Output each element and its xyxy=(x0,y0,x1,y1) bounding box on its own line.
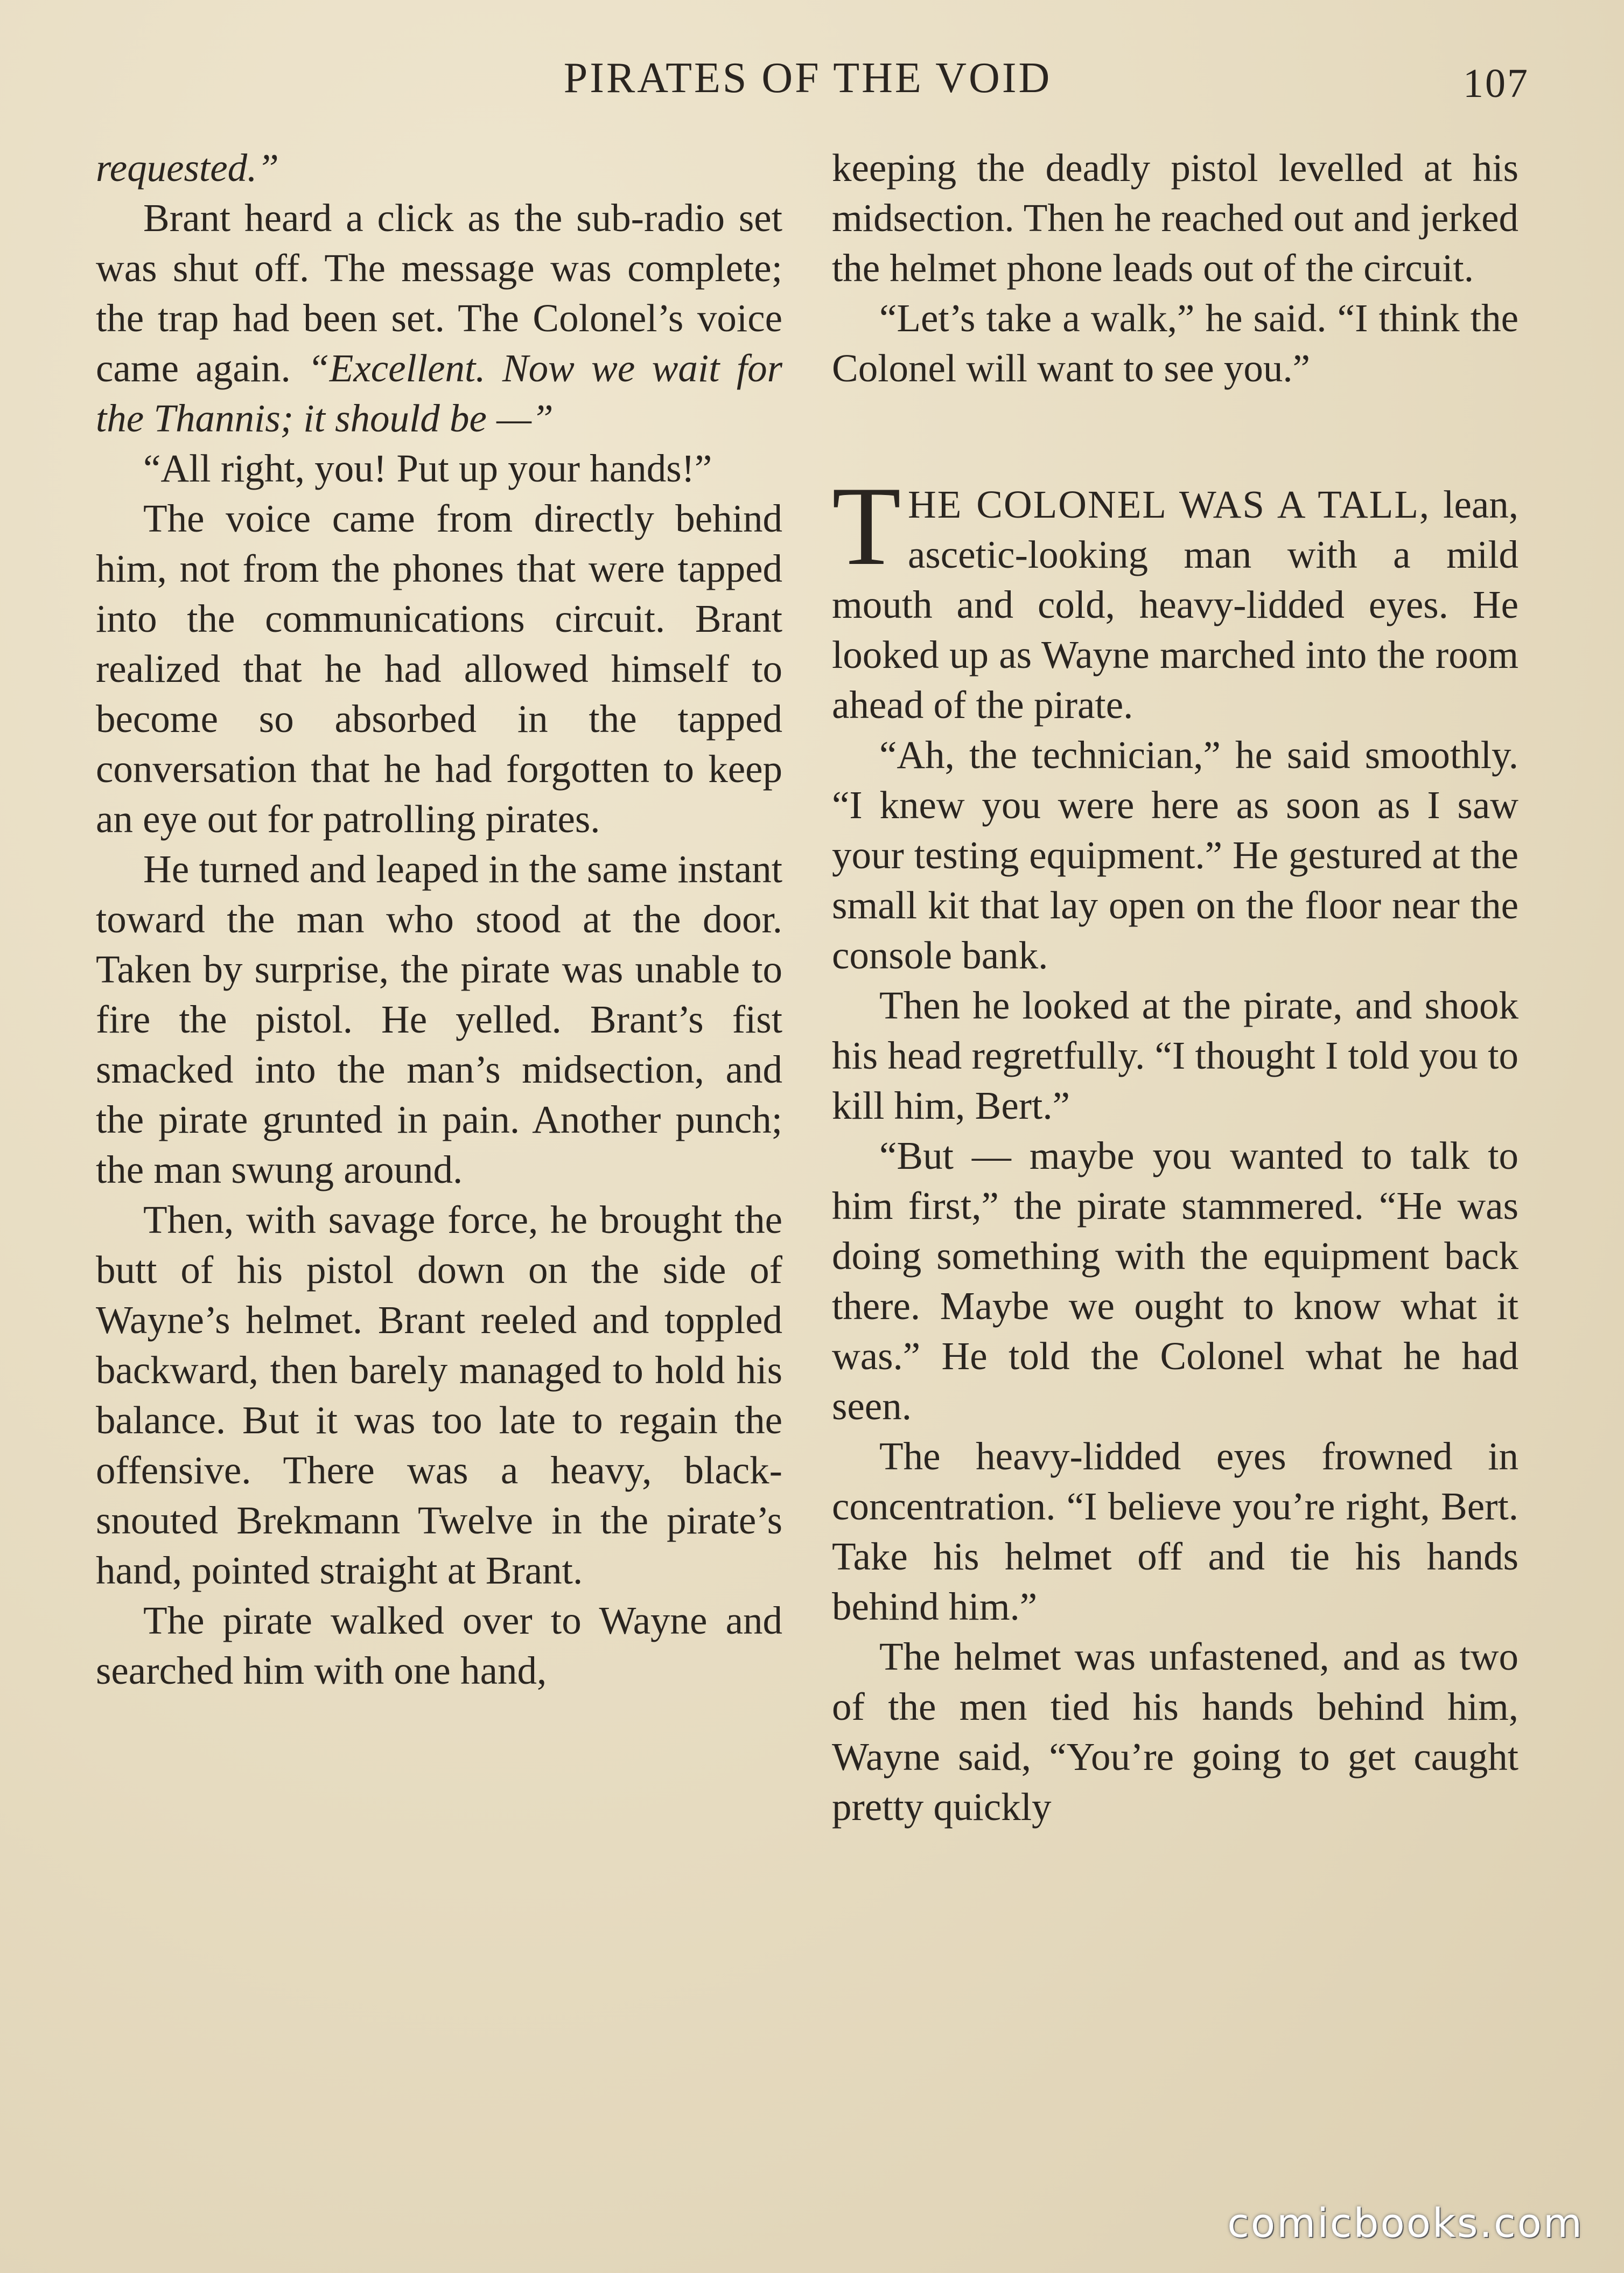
paragraph: The pirate walked over to Wayne and searched him with one hand, xyxy=(96,1599,782,1692)
page-header xyxy=(0,54,1624,118)
paragraph: keeping the deadly pistol levelled at his midsection. Then he reached out and jerked the helmet phone leads out of the circuit. xyxy=(832,146,1518,290)
paragraph: “Ah, the technician,” he said smoothly. “I knew you were here as soon as I saw your testing equipment.” He gestured at the small kit that lay open on the floor near the console bank. xyxy=(832,733,1518,977)
paragraph: “But — maybe you wanted to talk to him first,” the pirate stammered. “He was doing something with the equipment back there. Maybe we ought to know what it was.” He told the Colonel what he had seen. xyxy=(832,1134,1518,1428)
small-caps-lead: HE COLONEL WAS A TALL, xyxy=(908,483,1431,526)
paragraph: “Let’s take a walk,” he said. “I think the Colonel will want to see you.” xyxy=(832,296,1518,390)
right-column xyxy=(832,143,1518,1832)
paragraph: requested.” xyxy=(96,146,279,190)
left-column xyxy=(96,143,782,1696)
paragraph-text: lean, ascetic-looking man with a mild mouth and cold, heavy-lidded eyes. He looked up as Wayne marched into the room ahead of the pirate. xyxy=(832,483,1518,727)
section-opening-paragraph xyxy=(832,464,1518,730)
paragraph: He turned and leaped in the same instant toward the man who stood at the door. Taken by surprise, the pirate was unable to fire the pistol. He yelled. Brant’s fist smacked into the man’s midsection, and the pirate grunted in pain. Another punch; the man swung around. xyxy=(96,847,782,1191)
drop-cap: T xyxy=(832,464,901,589)
paragraph-text: Brant heard a click as the sub-radio set was shut off. The message was complete; the trap had been set. The Colonel’s voice came again. xyxy=(96,196,782,390)
paragraph: Then he looked at the pirate, and shook his head regretfully. “I thought I told you to kill him, Bert.” xyxy=(832,984,1518,1127)
watermark: comicbooks.com xyxy=(1227,2200,1584,2247)
page-number: 107 xyxy=(1463,61,1529,106)
paragraph: Then, with savage force, he brought the butt of his pistol down on the side of Wayne’s helmet. Brant reeled and toppled backward, then barely managed to hold his balance. But it was too late to regain the offensive. There was a heavy, black-snouted Brekmann Twelve in the pirate’s hand, pointed straight at Brant. xyxy=(96,1198,782,1592)
running-title: PIRATES OF THE VOID xyxy=(563,54,1052,102)
paragraph: The voice came from directly behind him, not from the phones that were tapped into the communications circuit. Brant realized that he had allowed himself to become so absorbed in the tapped conversation that he had forgotten to keep an eye out for patrolling pirates. xyxy=(96,497,782,841)
italic-quote: “Excellent. Now we wait for the Thannis; it should be —” xyxy=(96,346,783,440)
section-break xyxy=(832,393,1518,479)
paragraph xyxy=(96,193,782,443)
paragraph: “All right, you! Put up your hands!” xyxy=(143,447,712,490)
paragraph: The heavy-lidded eyes frowned in concentration. “I believe you’re right, Bert. Take his helmet off and tie his hands behind him.” xyxy=(832,1434,1518,1628)
paragraph: The helmet was unfastened, and as two of the men tied his hands behind him, Wayne said, “You’re going to get caught pretty quickly xyxy=(832,1635,1518,1829)
